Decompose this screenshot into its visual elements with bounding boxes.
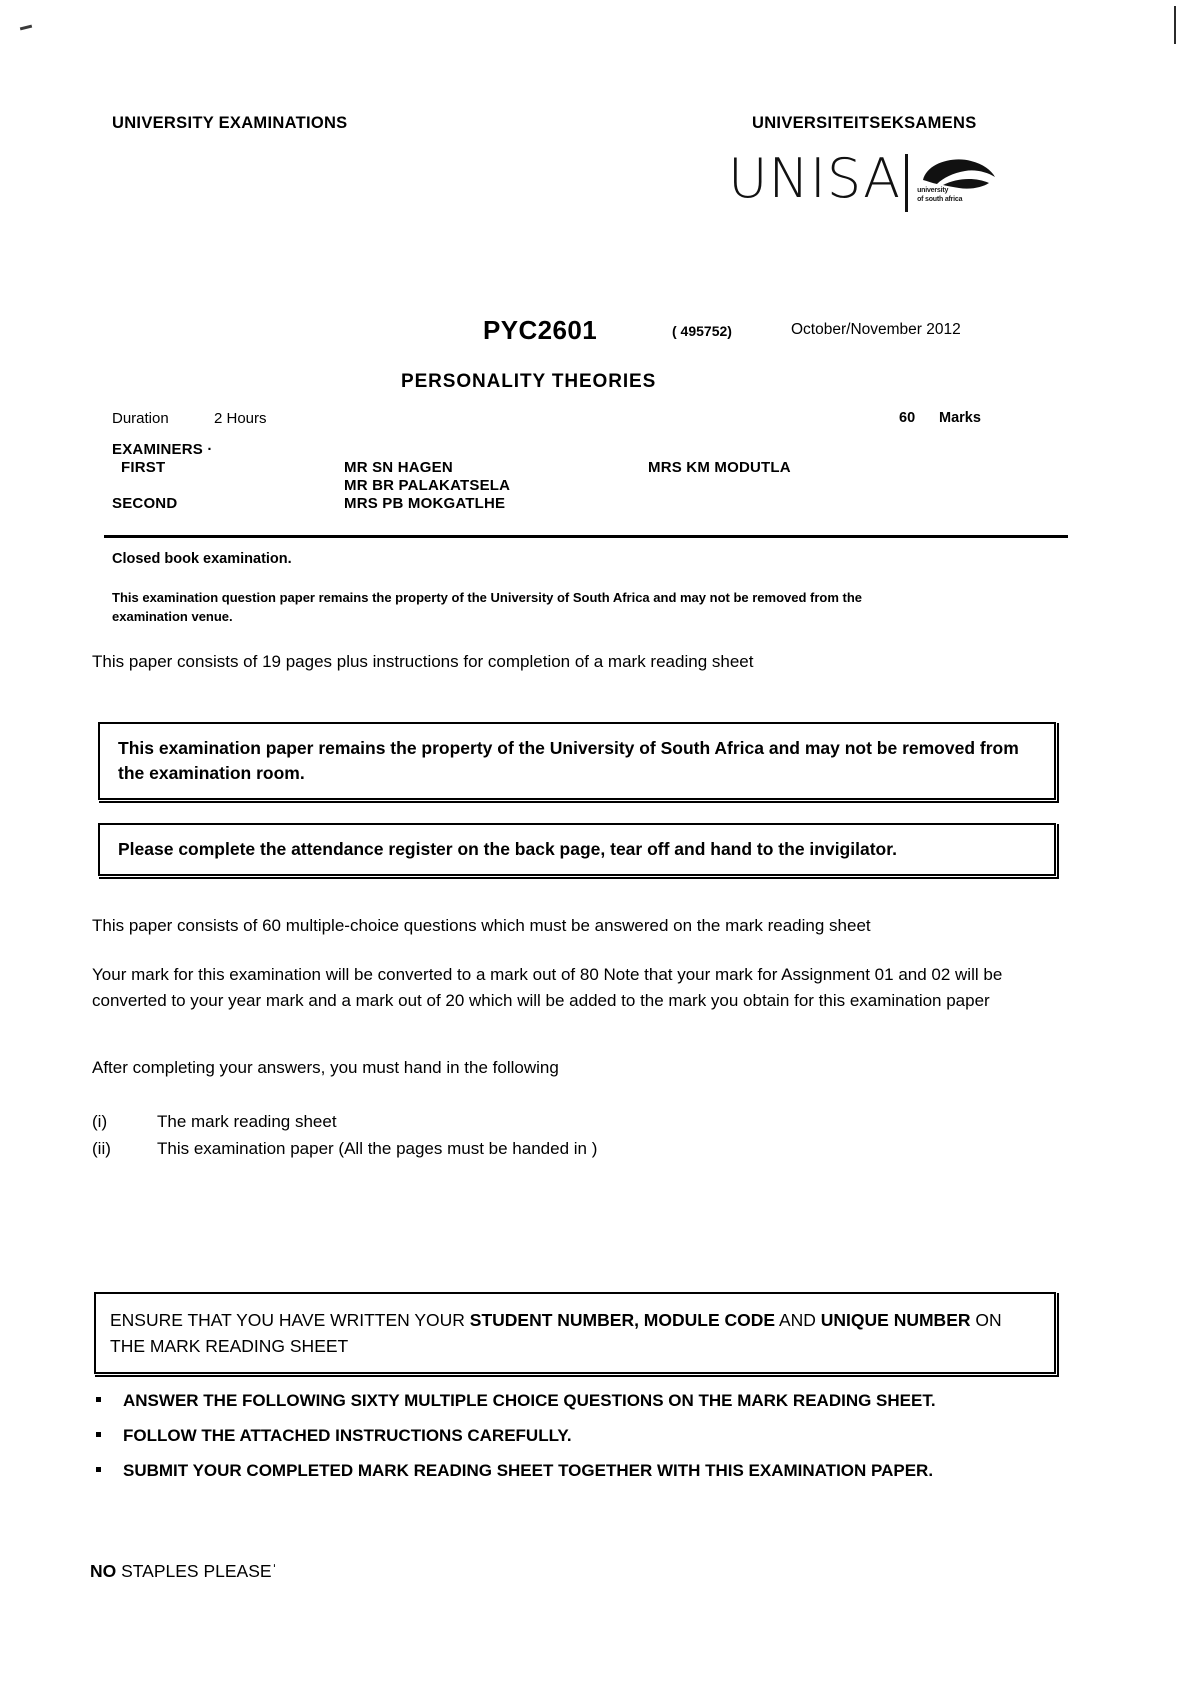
ensure-text-part1: ENSURE THAT YOU HAVE WRITTEN YOUR	[110, 1310, 470, 1330]
list-item	[92, 1458, 1072, 1483]
notice-box-property-text: This examination paper remains the property of the University of South Africa and may not be removed from the examination room.	[118, 738, 1019, 783]
list-item-text: This examination paper (All the pages must be handed in )	[157, 1139, 598, 1158]
marks-label: Marks	[939, 410, 981, 426]
examiners-heading: EXAMINERS ·	[112, 441, 213, 458]
bullet-text: FOLLOW THE ATTACHED INSTRUCTIONS CAREFULLY.	[123, 1426, 572, 1445]
no-staples-bold: NO	[90, 1561, 117, 1581]
module-code: PYC2601	[483, 315, 598, 345]
notice-box-attendance	[98, 823, 1056, 876]
additional-examiner-name: MRS KM MODUTLA	[648, 459, 791, 476]
duration-value: 2 Hours	[214, 410, 267, 427]
header-afrikaans-title: UNIVERSITEITSEKSAMENS	[752, 114, 977, 132]
scan-artifact-rule	[1174, 6, 1176, 44]
ensure-text-part2: AND	[775, 1310, 821, 1330]
ensure-text-part3: ON THE MARK READING SHEET	[110, 1310, 1002, 1356]
property-notice: This examination question paper remains the property of the University of South Africa and may not be removed from the examination venue.	[112, 590, 863, 624]
list-item	[92, 1388, 1072, 1413]
notice-box-attendance-text: Please complete the attendance register on the back page, tear off and hand to the invigilator.	[118, 839, 897, 859]
no-staples-notice	[90, 1561, 277, 1582]
hand-in-list	[92, 1108, 992, 1162]
unisa-logo	[728, 147, 997, 212]
no-staples-rest: STAPLES PLEASEˈ	[116, 1561, 278, 1581]
duration-label: Duration	[112, 410, 169, 427]
first-examiner-name-2: MR BR PALAKATSELA	[344, 477, 511, 494]
unisa-swoosh-icon	[913, 154, 997, 212]
page-count-notice: This paper consists of 19 pages plus instructions for completion of a mark reading sheet	[92, 652, 754, 671]
notice-box-student-number	[94, 1292, 1056, 1374]
first-examiner-label: FIRST	[121, 459, 166, 476]
scan-left-margin	[0, 0, 14, 1684]
first-examiner-name-1: MR SN HAGEN	[344, 459, 453, 476]
list-item	[92, 1423, 1072, 1448]
closed-book-notice: Closed book examination.	[112, 551, 292, 567]
logo-tagline-line2: of south africa	[917, 195, 963, 203]
header-english-title: UNIVERSITY EXAMINATIONS	[112, 114, 348, 132]
logo-divider-bar	[905, 154, 908, 212]
list-item	[92, 1108, 992, 1135]
notice-box-student-number-text	[96, 1294, 1054, 1372]
unisa-wordmark: UNISA	[728, 147, 902, 210]
mark-conversion-notice: Your mark for this examination will be converted to a mark out of 80 Note that your mark for Assignment 01 and 02 will be converted to your year mark and a mark out of 20 which will be added to the mark you obtain for this examination paper	[92, 965, 1003, 1010]
bullet-icon	[96, 1467, 101, 1472]
module-line	[0, 315, 1190, 345]
instruction-bullet-list	[92, 1388, 1072, 1493]
ensure-bold-student-module: STUDENT NUMBER, MODULE CODE	[469, 1310, 776, 1330]
mcq-count-notice: This paper consists of 60 multiple-choice questions which must be answered on the mark reading sheet	[92, 916, 871, 935]
ensure-bold-unique-number: UNIQUE NUMBER	[820, 1310, 971, 1330]
subject-title: PERSONALITY THEORIES	[401, 371, 657, 392]
bullet-icon	[96, 1397, 101, 1402]
unique-number: ( 495752)	[672, 323, 732, 339]
scan-artifact-mark	[20, 25, 32, 31]
horizontal-divider	[104, 535, 1068, 538]
second-examiner-label: SECOND	[112, 495, 178, 512]
list-item-text: The mark reading sheet	[157, 1112, 337, 1131]
list-item-numeral: (i)	[92, 1112, 108, 1131]
exam-session-date: October/November 2012	[791, 321, 961, 338]
marks-value: 60	[899, 410, 916, 426]
list-item	[92, 1135, 992, 1162]
logo-tagline	[917, 187, 962, 204]
bullet-text: SUBMIT YOUR COMPLETED MARK READING SHEET TOGETHER WITH THIS EXAMINATION PAPER.	[123, 1461, 934, 1480]
bullet-text: ANSWER THE FOLLOWING SIXTY MULTIPLE CHOICE QUESTIONS ON THE MARK READING SHEET.	[123, 1391, 936, 1410]
bullet-icon	[96, 1432, 101, 1437]
logo-tagline-line1: university	[917, 187, 949, 194]
list-item-numeral: (ii)	[92, 1139, 111, 1158]
after-completing-notice: After completing your answers, you must hand in the following	[92, 1058, 559, 1077]
second-examiner-name: MRS PB MOKGATLHE	[344, 495, 506, 512]
notice-box-property	[98, 722, 1056, 800]
